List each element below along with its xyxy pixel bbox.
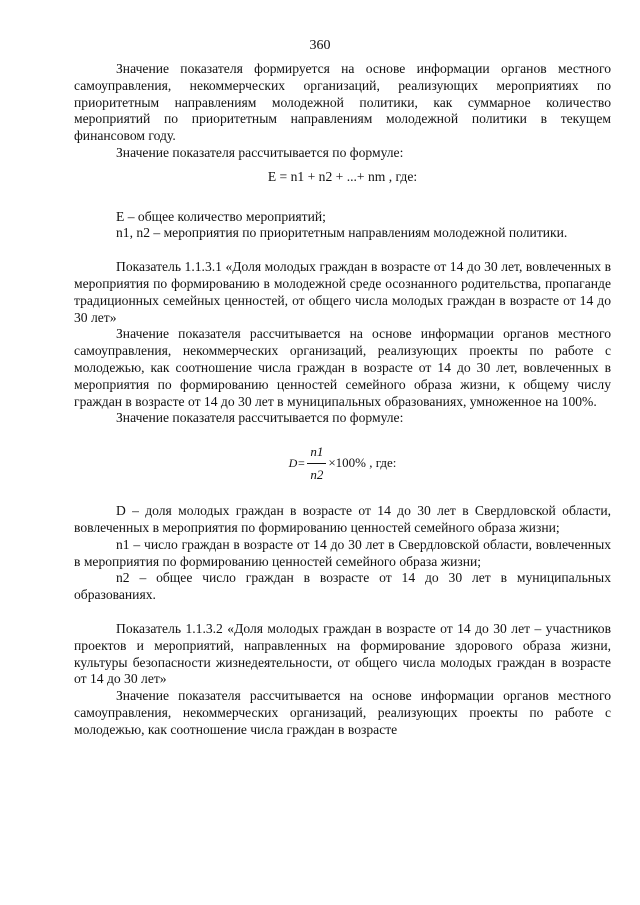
fraction-numerator: n1 <box>307 444 326 464</box>
indicator-heading: Показатель 1.1.3.1 «Доля молодых граждан в возрасте от 14 до 30 лет, вовлеченных в мероприятия по формированию в молодежной среде осознанного родительства, пропаганде традиционных семейных ценностей, от общего числа молодых граждан в возрасте от 14 до 30 лет» <box>74 259 611 325</box>
paragraph: Значение показателя рассчитывается по формуле: <box>116 410 404 426</box>
document-body <box>74 61 611 739</box>
page-number: 360 <box>309 38 331 53</box>
paragraph: Значение показателя рассчитывается на основе информации органов местного самоуправления, некоммерческих организаций, реализующих проекты по работе с молодежью, как соотношение числа граждан в возрасте от 14 до 30 лет, вовлеченных в мероприятия по формированию ценностей семейного образа жизни, к общему числу граждан в возрасте от 14 до 30 лет в муниципальных образованиях, умноженное на 100%. <box>74 326 611 409</box>
formula-tail: ×100% , где: <box>328 454 397 470</box>
fraction-denominator: n2 <box>310 466 324 482</box>
formula-lhs: D= <box>288 455 306 470</box>
paragraph: Значение показателя рассчитывается на основе информации органов местного самоуправления, некоммерческих организаций, реализующих проекты по работе с молодежью, как соотношение числа граждан в возрасте <box>74 688 611 737</box>
indicator-heading: Показатель 1.1.3.2 «Доля молодых граждан в возрасте от 14 до 30 лет – участников проектов и мероприятий, направленных на формирование здорового образа жизни, культуры безопасности жизнедеятельности, от общего числа молодых граждан в возрасте от 14 до 30 лет» <box>74 620 611 687</box>
paragraph: Значение показателя рассчитывается по формуле: <box>116 144 404 160</box>
paragraph: Значение показателя формируется на основе информации органов местного самоуправления, некоммерческих организаций, реализующих мероприятиях по приоритетным направлениям молодежной политики, как суммарное количество мероприятий по приоритетным направлениям молодежной политики в текущем финансовом году. <box>74 61 611 144</box>
formula-share <box>74 433 611 493</box>
paragraph: Е – общее количество мероприятий; <box>116 208 326 224</box>
paragraph: n1, n2 – мероприятия по приоритетным направлениям молодежной политики. <box>116 225 568 241</box>
paragraph: n1 – число граждан в возрасте от 14 до 30 лет в Свердловской области, вовлеченных в мероприятия по формированию ценностей семейного образа жизни; <box>74 536 611 569</box>
paragraph: n2 – общее число граждан в возрасте от 14 до 30 лет в муниципальных образованиях. <box>74 570 611 603</box>
paragraph: D – доля молодых граждан в возрасте от 14 до 30 лет в Свердловской области, вовлеченных в мероприятия по формированию ценностей семейного образа жизни; <box>74 503 611 535</box>
formula-total-events: E = n1 + n2 + ...+ nm , где: <box>267 168 418 184</box>
fraction <box>307 444 326 483</box>
